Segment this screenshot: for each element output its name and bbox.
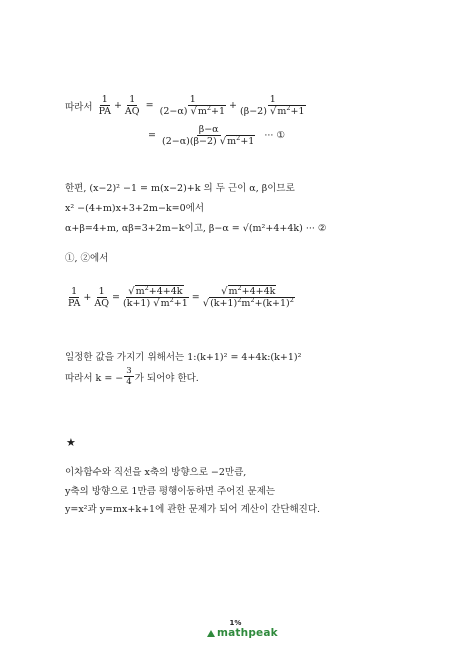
fraction-middle: $\frac{√m^2+4+4k}{(k+1) √m^2+1}$ bbox=[122, 283, 188, 309]
fraction-three-quarters: $\frac{3}{4}$ bbox=[126, 366, 132, 387]
text-line-12: y=x²과 y=mx+k+1에 관한 문제가 되어 계산이 간단해진다. bbox=[65, 504, 321, 515]
star-icon: ★ bbox=[66, 436, 76, 449]
logo-text: mathpeak bbox=[217, 627, 278, 639]
equation-tag-1: ··· ① bbox=[264, 130, 285, 141]
fraction-1-over-pa-2: $\frac{1}{PA}$ bbox=[68, 286, 81, 309]
fraction-combined: $\frac{\beta-\alpha}{(2-\alpha)(\beta-2) √m^2+1}$ bbox=[162, 124, 255, 147]
text-line-5: α+β=4+m, αβ=3+2m−k이고, β−α = √(m²+4+4k) ··· ② bbox=[65, 223, 327, 234]
mathpeak-logo bbox=[207, 619, 278, 639]
fraction-1-over-aq-2: $\frac{1}{AQ}$ bbox=[94, 286, 110, 309]
logo-percent: 1% bbox=[229, 619, 242, 627]
fraction-1-over-aq: $\frac{1}{AQ}$ bbox=[124, 94, 140, 117]
text-line-11: y축의 방향으로 1만큼 평행이동하면 주어진 문제는 bbox=[65, 486, 276, 497]
text-line-4: x² −(4+m)x+3+2m−k=0에서 bbox=[65, 203, 205, 214]
logo-peak-icon bbox=[207, 630, 215, 637]
equation-line-7: $\frac{1}{PA}$ + $\frac{1}{AQ}$ = $\frac{√m^2+4+4k}{(k+1) √m^2+1}$ = $\frac{√m^2+4+4k}{√(k+1)^2m^2+(k+1)^2}$ bbox=[65, 286, 298, 309]
fraction-r1: $\frac{1}{(2-\alpha) √m^2+1}$ bbox=[159, 94, 226, 117]
equation-line-1: 따라서 $\frac{1}{PA}$ + $\frac{1}{AQ}$ = $\frac{1}{(2-\alpha) √m^2+1}$ + $\frac{1}{(\beta-2) √m^2+1}$ bbox=[65, 94, 309, 117]
equation-line-9: 따라서 k = − $\frac{3}{4}$ 가 되어야 한다. bbox=[65, 366, 199, 387]
text-line-8: 일정한 값을 가지기 위해서는 1:(k+1)² = 4+4k:(k+1)² bbox=[65, 352, 302, 363]
text-line-3: 한편, (x−2)² −1 = m(x−2)+k 의 두 근이 α, β이므로 bbox=[65, 183, 295, 194]
equation-line-2: = $\frac{\beta-\alpha}{(2-\alpha)(\beta-2) √m^2+1}$ ··· ① bbox=[148, 124, 285, 147]
fraction-right: $\frac{√m^2+4+4k}{√(k+1)^2m^2+(k+1)^2}$ bbox=[202, 283, 294, 309]
text-line-6: ①, ②에서 bbox=[65, 253, 109, 264]
fraction-1-over-pa: $\frac{1}{PA}$ bbox=[98, 94, 111, 117]
fraction-r2: $\frac{1}{(\beta-2) √m^2+1}$ bbox=[240, 94, 305, 117]
text-line-10: 이차함수와 직선을 x축의 방향으로 −2만큼, bbox=[65, 467, 247, 478]
line1-prefix: 따라서 bbox=[65, 101, 93, 113]
